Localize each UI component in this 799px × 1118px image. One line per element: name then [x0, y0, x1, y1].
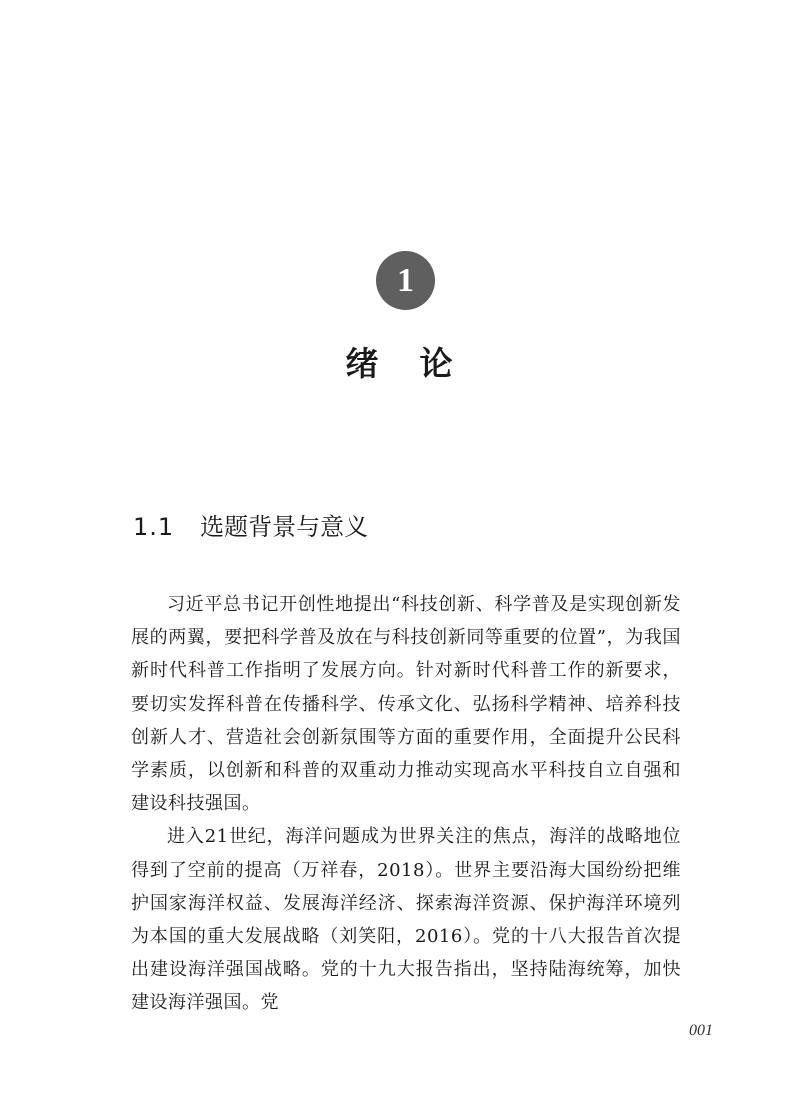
body-text — [131, 588, 681, 1020]
section-number: 1.1 — [133, 513, 175, 541]
section-title: 选题背景与意义 — [200, 513, 369, 541]
chapter-number: 1 — [397, 261, 414, 299]
chapter-title-char-1: 绪 — [345, 344, 380, 383]
paragraph-1: 习近平总书记开创性地提出“科技创新、科学普及是实现创新发展的两翼，要把科学普及放在与科技创新同等重要的位置”，为我国新时代科普工作指明了发展方向。针对新时代科普工作的新要求，要切实发挥科普在传播科学、传承文化、弘扬科学精神、培养科技创新人才、营造社会创新氛围等方面的重要作用，全面提升公民科学素质，以创新和科普的双重动力推动实现高水平科技自立自强和建设科技强国。 — [131, 594, 681, 815]
chapter-title — [0, 338, 799, 385]
chapter-number-badge — [376, 251, 435, 310]
page-number: 001 — [689, 1022, 713, 1039]
section-heading — [133, 507, 368, 542]
chapter-title-char-2: 论 — [419, 344, 454, 383]
paragraph-2: 进入21世纪，海洋问题成为世界关注的焦点，海洋的战略地位得到了空前的提高（万祥春，2018）。世界主要沿海大国纷纷把维护国家海洋权益、发展海洋经济、探索海洋资源、保护海洋环境列为本国的重大发展战略（刘笑阳，2016）。党的十八大报告首次提出建设海洋强国战略。党的十九大报告指出，坚持陆海统筹，加快建设海洋强国。党 — [131, 826, 681, 1014]
